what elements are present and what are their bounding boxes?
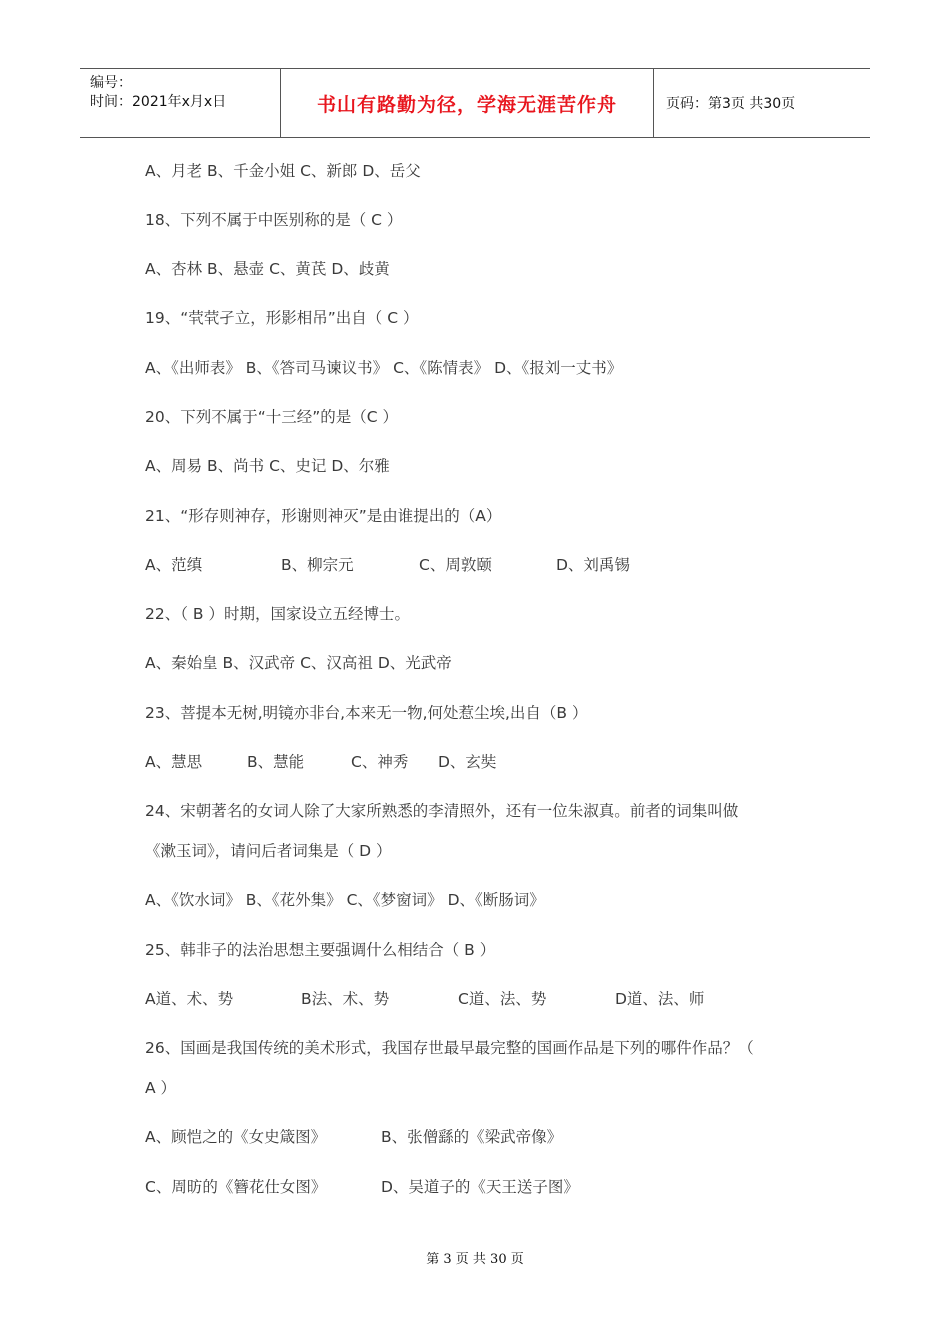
question-21: 21、“形存则神存，形谢则神灭”是由谁提出的（A）: [145, 507, 502, 525]
option-b: B、柳宗元: [281, 556, 354, 574]
page-header: [80, 68, 870, 138]
page-number-label: 页码：第3页 共30页: [666, 96, 796, 112]
text-line: A、《出师表》 B、《答司马谏议书》 C、《陈情表》 D、《报刘一丈书》: [145, 359, 623, 377]
option-b: B、慧能: [247, 753, 305, 771]
option-d: D、吴道子的《天王送子图》: [381, 1178, 579, 1196]
option-a: A道、术、势: [145, 990, 234, 1008]
header-motto-cell: [281, 69, 654, 137]
question-25: 25、韩非子的法治思想主要强调什么相结合（ B ）: [145, 941, 496, 959]
option-d: D、刘禹锡: [556, 556, 630, 574]
time-label: 时间：2021年x月x日: [90, 94, 227, 110]
question-22: 22、（ B ）时期，国家设立五经博士。: [145, 605, 410, 623]
motto: 书山有路勤为径，学海无涯苦作舟: [316, 93, 617, 116]
text-line: A、秦始皇 B、汉武帝 C、汉高祖 D、光武帝: [145, 654, 452, 672]
header-meta: [80, 69, 281, 137]
question-18: 18、下列不属于中医别称的是（ C ）: [145, 211, 403, 229]
question-26: 26、国画是我国传统的美术形式，我国存世最早最完整的国画作品是下列的哪件作品？（: [145, 1039, 754, 1057]
question-23: 23、菩提本无树,明镜亦非台,本来无一物,何处惹尘埃,出自（B ）: [145, 704, 588, 722]
option-b: B、张僧繇的《梁武帝像》: [381, 1128, 563, 1146]
option-a: A、顾恺之的《女史箴图》: [145, 1128, 327, 1146]
option-c: C、周敦颐: [419, 556, 492, 574]
question-26-cont: A ）: [145, 1079, 177, 1097]
option-c: C、神秀: [351, 753, 409, 771]
question-24: 24、宋朝著名的女词人除了大家所熟悉的李清照外，还有一位朱淑真。前者的词集叫做: [145, 802, 739, 820]
option-c: C、周昉的《簪花仕女图》: [145, 1178, 327, 1196]
question-24-cont: 《漱玉词》，请问后者词集是（ D ）: [145, 842, 392, 860]
option-b: B法、术、势: [301, 990, 390, 1008]
option-a: A、慧思: [145, 753, 203, 771]
text-line: A、周易 B、尚书 C、史记 D、尔雅: [145, 457, 390, 475]
text-line: A、《饮水词》 B、《花外集》 C、《梦窗词》 D、《断肠词》: [145, 891, 545, 909]
option-a: A、范缜: [145, 556, 203, 574]
number-label: 编号：: [90, 75, 132, 91]
page-footer: 第 3 页 共 30 页: [426, 1252, 524, 1267]
option-d: D、玄奘: [438, 753, 497, 771]
option-c: C道、法、势: [458, 990, 547, 1008]
question-19: 19、“茕茕孑立，形影相吊”出自（ C ）: [145, 309, 419, 327]
question-20: 20、下列不属于“十三经”的是（C ）: [145, 408, 399, 426]
option-d: D道、法、师: [615, 990, 705, 1008]
text-line: A、月老 B、千金小姐 C、新郎 D、岳父: [145, 162, 421, 180]
text-line: A、杏林 B、悬壶 C、黄芪 D、歧黄: [145, 260, 390, 278]
